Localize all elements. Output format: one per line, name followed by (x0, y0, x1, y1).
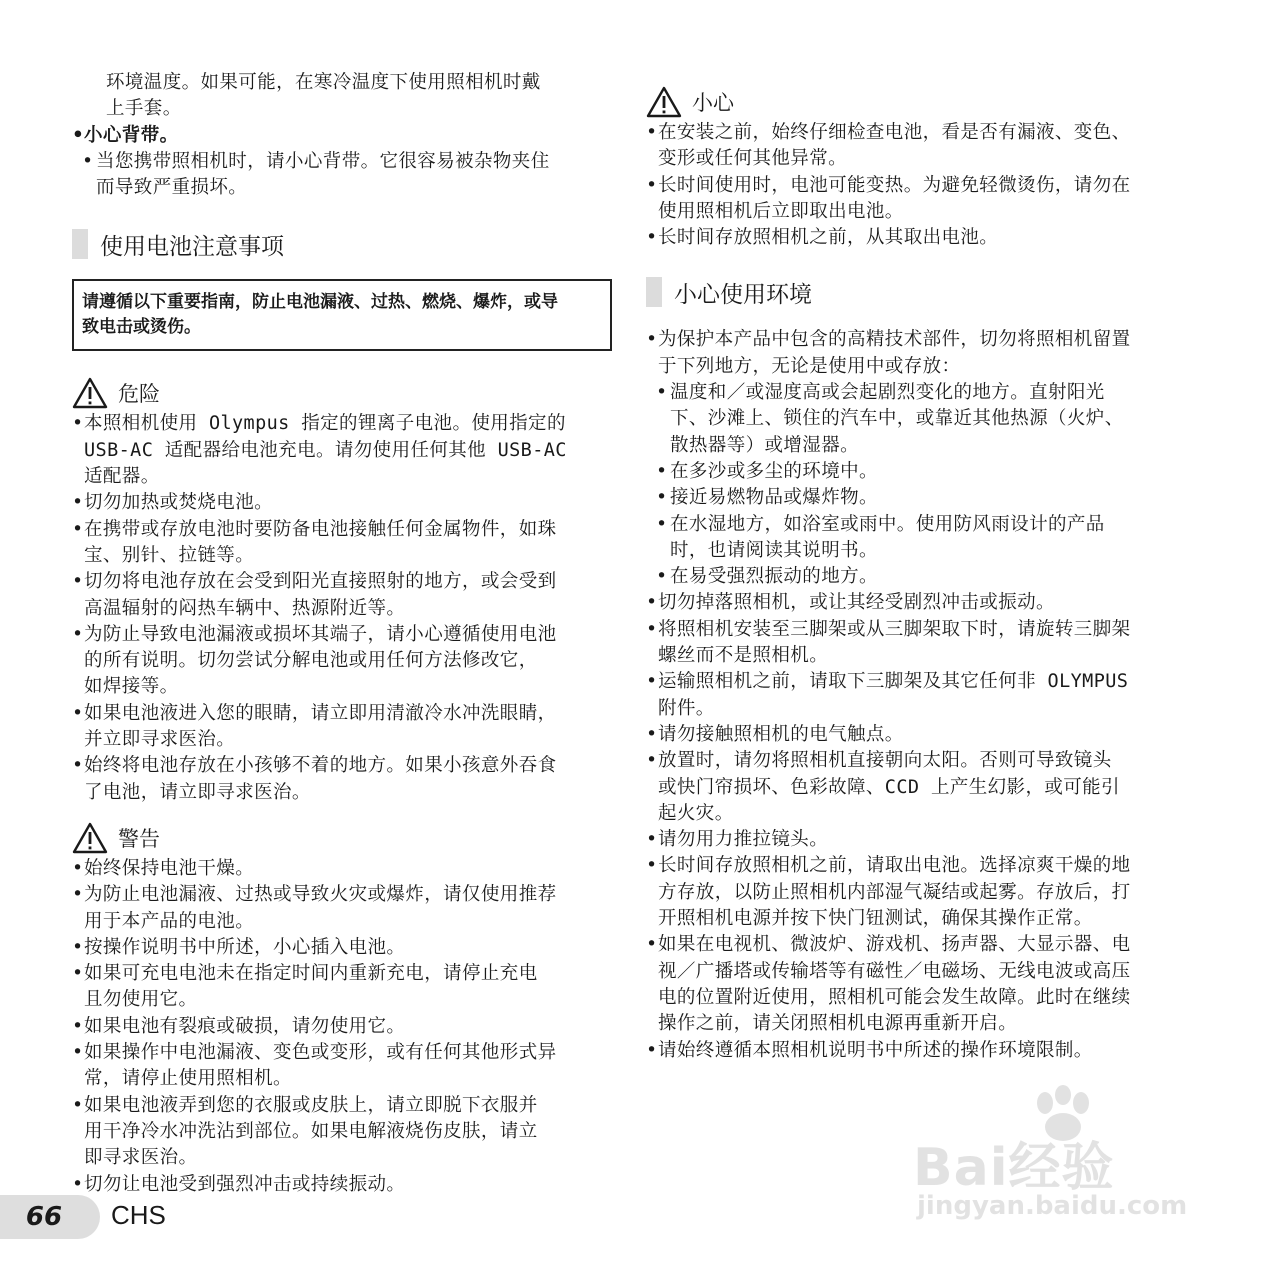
warning-triangle-icon (72, 822, 108, 854)
text-line: 变形或任何其他异常。 (658, 148, 848, 170)
text-line: • 运输照相机之前，请取下三脚架及其它任何非 OLYMPUS (646, 669, 1191, 695)
list-item (72, 1014, 612, 1040)
heading-bar (72, 229, 88, 259)
list-item (72, 411, 612, 490)
caution-heading (646, 84, 1191, 120)
list-item (646, 853, 1191, 932)
text-line: • 如果电池液弄到您的衣服或皮肤上，请立即脱下衣服并 (72, 1093, 612, 1119)
text-line: • 接近易燃物品或爆炸物。 (646, 485, 1191, 511)
text-line: • 长时间使用时，电池可能变热。为避免轻微烫伤，请勿在 (646, 173, 1191, 199)
list-item (72, 961, 612, 1014)
text-line: • 始终保持电池干燥。 (72, 856, 612, 882)
baidu-watermark (905, 1085, 1205, 1230)
danger-list (72, 411, 612, 805)
text-line: • 在携带或存放电池时要防备电池接触任何金属物件，如珠 (72, 517, 612, 543)
text-line: • 长时间存放照相机之前，从其取出电池。 (646, 225, 1191, 251)
list-item (72, 569, 612, 622)
caution-list (646, 120, 1191, 251)
watermark-url: jingyan.baidu.com (917, 1191, 1188, 1221)
list-item (646, 827, 1191, 853)
text-line: • 在安装之前，始终仔细检查电池，看是否有漏液、变色、 (646, 120, 1191, 146)
text-line: 操作之前，请关闭照相机电源再重新开启。 (658, 1013, 1018, 1035)
text-line: 适配器。 (84, 466, 160, 488)
warning-triangle-icon (646, 86, 682, 118)
sub-list-item (646, 564, 1191, 590)
list-item (72, 935, 612, 961)
list-item (72, 1172, 612, 1198)
text-line: • 如果电池有裂痕或破损，请勿使用它。 (72, 1014, 612, 1040)
warning-label: 警告 (118, 826, 160, 851)
text-line: • 如果在电视机、微波炉、游戏机、扬声器、大显示器、电 (646, 932, 1191, 958)
battery-section-title: 使用电池注意事项 (100, 233, 284, 260)
strap-heading: • 小心背带。 (72, 123, 612, 149)
list-item (72, 517, 612, 570)
text-line: 视／广播塔或传输塔等有磁性／电磁场、无线电波或高压 (658, 960, 1131, 982)
text-line: • 放置时，请勿将照相机直接朝向太阳。否则可导致镜头 (646, 748, 1191, 774)
text-line: 附件。 (658, 697, 715, 719)
sub-list-item (646, 512, 1191, 565)
text-line: • 切勿掉落照相机，或让其经受剧烈冲击或振动。 (646, 590, 1191, 616)
text-line: • 在多沙或多尘的环境中。 (646, 459, 1191, 485)
heading-bar (646, 277, 662, 307)
list-item (72, 490, 612, 516)
text-line: • 切勿加热或焚烧电池。 (72, 490, 612, 516)
list-item (646, 669, 1191, 722)
text-line: • 本照相机使用 Olympus 指定的锂离子电池。使用指定的 (72, 411, 612, 437)
text-line: 或快门帘损坏、色彩故障、CCD 上产生幻影，或可能引 (658, 776, 1120, 798)
text-line: • 将照相机安装至三脚架或从三脚架取下时，请旋转三脚架 (646, 617, 1191, 643)
text-line: 用干净冷水冲洗沾到部位。如果电解液烧伤皮肤，请立 (84, 1120, 538, 1142)
text-line: 螺丝而不是照相机。 (658, 645, 829, 667)
sub-list-item (646, 485, 1191, 511)
text-line: 而导致严重损坏。 (96, 177, 248, 199)
language-code: CHS (111, 1200, 166, 1230)
list-item (646, 1038, 1191, 1064)
text-line: • 如果操作中电池漏液、变色或变形，或有任何其他形式异 (72, 1040, 612, 1066)
text-line: 于下列地方，无论是使用中或存放： (658, 355, 961, 377)
text-line: 使用照相机后立即取出电池。 (658, 200, 904, 222)
text-line: 上手套。 (106, 98, 182, 120)
text-line: • 在易受强烈振动的地方。 (646, 564, 1191, 590)
text-line: 宝、别针、拉链等。 (84, 544, 255, 566)
text-line: 高温辐射的闷热车辆中、热源附近等。 (84, 597, 406, 619)
text-line: 了电池，请立即寻求医治。 (84, 781, 311, 803)
text-line: 起火灾。 (658, 802, 734, 824)
text-line: • 温度和／或湿度高或会起剧烈变化的地方。直射阳光 (646, 380, 1191, 406)
watermark-brand: Bai经验 (913, 1138, 1115, 1198)
caution-label: 小心 (692, 91, 734, 115)
text-line: 方存放，以防止照相机内部湿气凝结或起雾。存放后，打 (658, 881, 1131, 903)
text-line: • 如果电池液进入您的眼睛，请立即用清澈冷水冲洗眼睛， (72, 701, 612, 727)
list-item (72, 1040, 612, 1093)
text-line: 时，也请阅读其说明书。 (670, 539, 878, 561)
list-item (646, 327, 1191, 380)
list-item (646, 225, 1191, 251)
danger-heading (72, 375, 612, 411)
text-line: 且勿使用它。 (84, 989, 198, 1011)
list-item (72, 1093, 612, 1172)
text-line: • 为防止电池漏液、过热或导致火灾或爆炸，请仅使用推荐 (72, 882, 612, 908)
text-line: 即寻求医治。 (84, 1147, 198, 1169)
danger-label: 危险 (118, 382, 160, 407)
text-line: • 为保护本产品中包含的高精技术部件，切勿将照相机留置 (646, 327, 1191, 353)
battery-section-heading (72, 227, 612, 261)
env-list (646, 327, 1191, 1063)
list-item (72, 701, 612, 754)
right-column (646, 84, 1191, 1064)
text-line: USB-AC 适配器给电池充电。请勿使用任何其他 USB-AC (84, 439, 567, 461)
warning-heading (72, 820, 612, 856)
page-number-tab (0, 1195, 100, 1239)
sub-list-item (646, 380, 1191, 459)
text-line: 环境温度。如果可能，在寒冷温度下使用照相机时戴 (106, 72, 541, 93)
list-item (72, 753, 612, 806)
list-item (646, 932, 1191, 1037)
text-line: 电的位置附近使用，照相机可能会发生故障。此时在继续 (658, 986, 1131, 1008)
text-line: • 在水湿地方，如浴室或雨中。使用防风雨设计的产品 (646, 512, 1191, 538)
list-item (72, 856, 612, 882)
strap-item (72, 149, 612, 202)
text-line: 常，请停止使用照相机。 (84, 1068, 292, 1090)
env-section-title: 小心使用环境 (674, 281, 812, 308)
text-line: • 为防止导致电池漏液或损坏其端子，请小心遵循使用电池 (72, 622, 612, 648)
intro-continuation (72, 70, 612, 123)
text-line: 并立即寻求医治。 (84, 729, 236, 751)
text-line: • 请勿接触照相机的电气触点。 (646, 722, 1191, 748)
list-item (646, 590, 1191, 616)
warning-triangle-icon (72, 377, 108, 409)
text-line: • 切勿让电池受到强烈冲击或持续振动。 (72, 1172, 612, 1198)
warning-list (72, 856, 612, 1198)
text-line: • 始终将电池存放在小孩够不着的地方。如果小孩意外吞食 (72, 753, 612, 779)
text-line: 下、沙滩上、锁住的汽车中，或靠近其他热源（火炉、 (670, 408, 1124, 430)
battery-notice-box (72, 279, 612, 351)
list-item (646, 617, 1191, 670)
list-item (646, 173, 1191, 226)
list-item (646, 748, 1191, 827)
text-line: 散热器等）或增湿器。 (670, 434, 860, 456)
list-item (646, 722, 1191, 748)
text-line: • 长时间存放照相机之前，请取出电池。选择凉爽干燥的地 (646, 853, 1191, 879)
notice-line: 请遵循以下重要指南，防止电池漏液、过热、燃烧、爆炸，或导 (82, 292, 558, 313)
text-line: • 请始终遵循本照相机说明书中所述的操作环境限制。 (646, 1038, 1191, 1064)
text-line: • 切勿将电池存放在会受到阳光直接照射的地方，或会受到 (72, 569, 612, 595)
sub-list-item (646, 459, 1191, 485)
list-item (72, 622, 612, 701)
text-line: 的所有说明。切勿尝试分解电池或用任何方法修改它， (84, 650, 538, 672)
left-column (72, 70, 612, 1198)
text-line: 如焊接等。 (84, 676, 179, 698)
text-line: • 如果可充电电池未在指定时间内重新充电，请停止充电 (72, 961, 612, 987)
env-section-heading (646, 275, 1191, 309)
text-line: 用于本产品的电池。 (84, 910, 255, 932)
text-line: • 请勿用力推拉镜头。 (646, 827, 1191, 853)
notice-line: 致电击或烫伤。 (82, 317, 201, 338)
page-number: 66 (25, 1202, 63, 1232)
text-line: • 当您携带照相机时，请小心背带。它很容易被杂物夹住 (72, 149, 612, 175)
text-line: 开照相机电源并按下快门钮测试，确保其操作正常。 (658, 908, 1093, 930)
list-item (646, 120, 1191, 173)
list-item (72, 882, 612, 935)
text-line: • 按操作说明书中所述，小心插入电池。 (72, 935, 612, 961)
